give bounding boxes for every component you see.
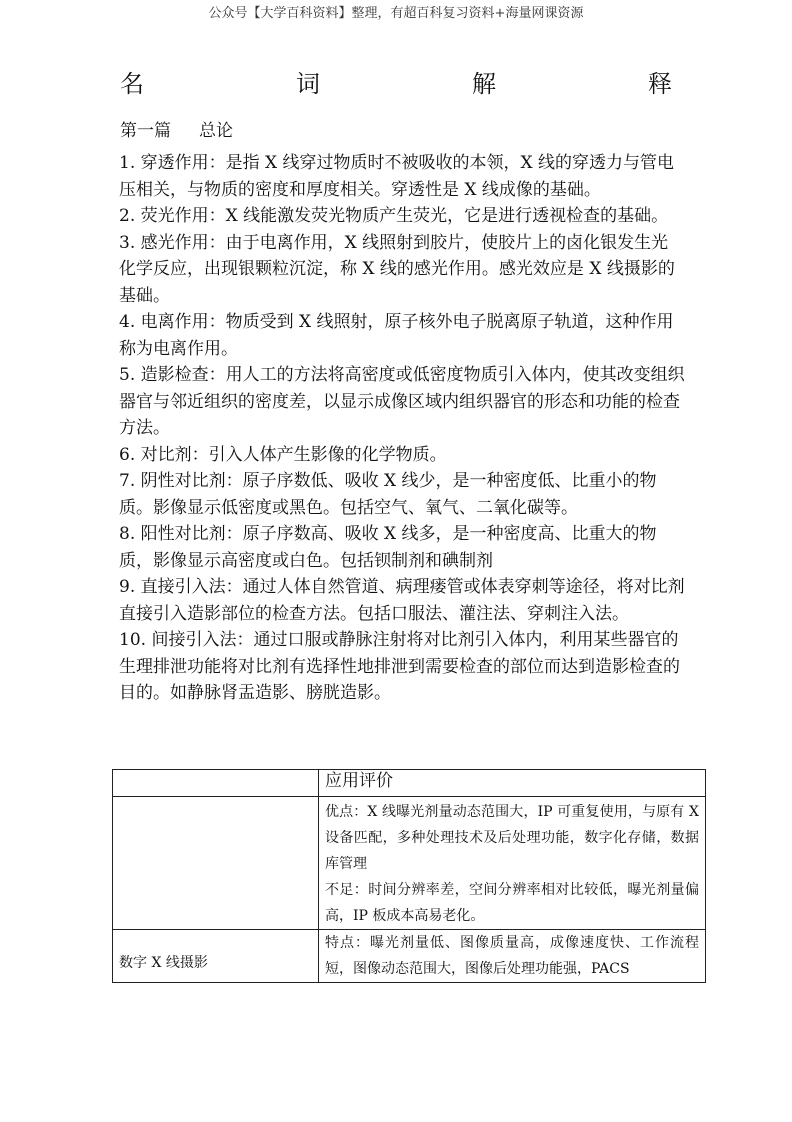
- definition-entry: 1. 穿透作用：是指 X 线穿过物质时不被吸收的本领，X 线的穿透力与管电压相关，与物质的密度和厚度相关。穿透性是 X 线成像的基础。: [119, 153, 675, 200]
- title-char: 解: [472, 70, 496, 98]
- table-header-right: 应用评价: [319, 770, 706, 797]
- definition-entry: 2. 荧光作用：X 线能激发荧光物质产生荧光，它是进行透视检查的基础。: [119, 206, 669, 226]
- technique-name: 数字 X 线摄影: [119, 955, 208, 971]
- feature-text: 特点：曝光剂量低、图像质量高，成像速度快、工作流程短，图像动态范围大，图像后处理功能强，PACS: [325, 935, 699, 977]
- definition-entry: 8. 阳性对比剂：原子序数高、吸收 X 线多，是一种密度高、比重大的物质，影像显示高密度或白色。包括钡制剂和碘制剂: [119, 524, 657, 571]
- table-header-left: [113, 770, 319, 797]
- page-title: [120, 64, 672, 99]
- table-cell-left: [113, 930, 319, 983]
- definition-entry: 6. 对比剂：引入人体产生影像的化学物质。: [119, 444, 447, 465]
- table-cell-right: [319, 797, 706, 930]
- title-char: 释: [648, 70, 672, 98]
- page-header: 公众号【大学百科资料】整理，有超百科复习资料+海量网课资源: [208, 6, 584, 21]
- definition-list: [119, 150, 685, 707]
- shortcoming-text: 不足：时间分辨率差，空间分辨率相对比较低，曝光剂量偏高，IP 板成本高易老化。: [325, 882, 699, 924]
- table-header-row: [113, 770, 706, 797]
- title-char: 名: [120, 70, 144, 98]
- title-char: 词: [296, 70, 320, 98]
- table-row: [113, 797, 706, 930]
- section-name: 总论: [199, 121, 233, 141]
- evaluation-table: [112, 769, 706, 983]
- section-heading: [120, 116, 233, 141]
- definition-entry: 10. 间接引入法：通过口服或静脉注射将对比剂引入体内，利用某些器官的生理排泄功能将对比剂有选择性地排泄到需要检查的部位而达到造影检查的目的。如静脉肾盂造影、膀胱造影。: [119, 630, 680, 703]
- definition-entry: 7. 阴性对比剂：原子序数低、吸收 X 线少，是一种密度低、比重小的物质。影像显示低密度或黑色。包括空气、氧气、二氧化碳等。: [119, 471, 657, 518]
- table-row: [113, 930, 706, 983]
- table-cell-right: [319, 930, 706, 983]
- definition-entry: 3. 感光作用：由于电离作用，X 线照射到胶片，使胶片上的卤化银发生光化学反应，出现银颗粒沉淀，称 X 线的感光作用。感光效应是 X 线摄影的基础。: [119, 232, 675, 306]
- section-part: 第一篇: [120, 121, 171, 141]
- table-cell-left: [113, 797, 319, 930]
- definition-entry: 5. 造影检查：用人工的方法将高密度或低密度物质引入体内，使其改变组织器官与邻近组织的密度差，以显示成像区域内组织器官的形态和功能的检查方法。: [119, 365, 685, 438]
- advantage-text: 优点：X 线曝光剂量动态范围大，IP 可重复使用，与原有 X 设备匹配，多种处理技术及后处理功能，数字化存储，数据库管理: [325, 804, 699, 872]
- definition-entry: 9. 直接引入法：通过人体自然管道、病理瘘管或体表穿刺等途径，将对比剂直接引入造影部位的检查方法。包括口服法、灌注法、穿刺注入法。: [119, 577, 685, 624]
- definition-entry: 4. 电离作用：物质受到 X 线照射，原子核外电子脱离原子轨道，这种作用称为电离作用。: [119, 312, 674, 359]
